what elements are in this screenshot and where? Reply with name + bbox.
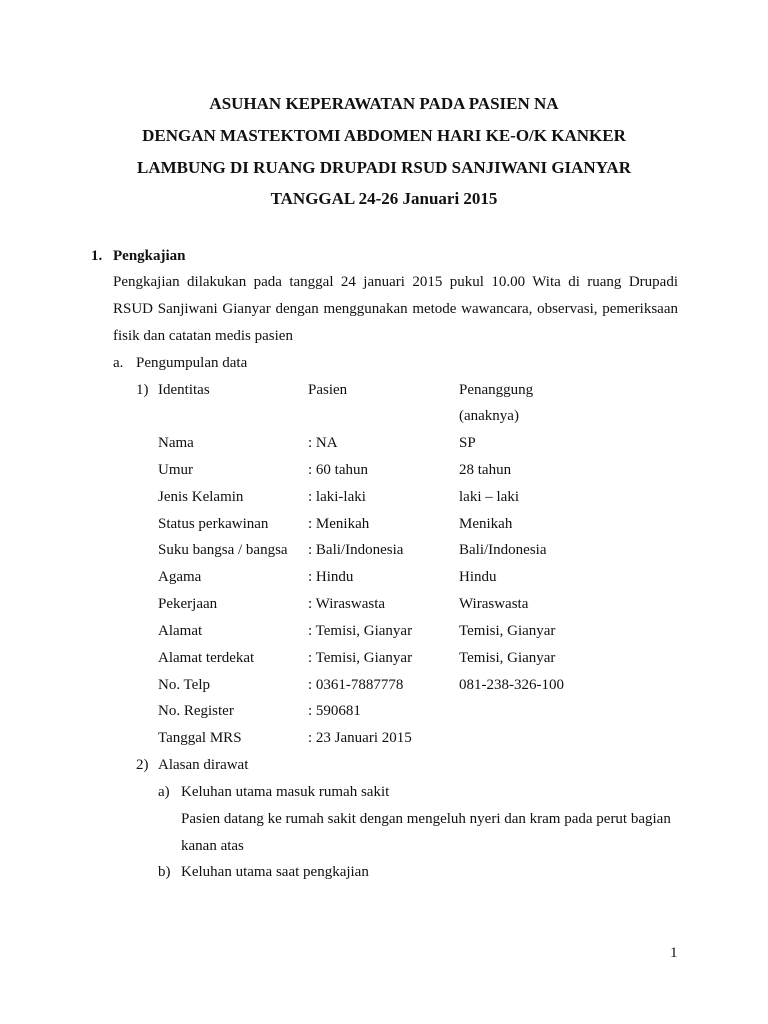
item2a-marker: a) xyxy=(158,784,170,800)
row-label: Alamat terdekat xyxy=(158,650,255,666)
page-number: 1 xyxy=(670,945,678,961)
row-penanggung-value: Temisi, Gianyar xyxy=(459,623,556,639)
identitas-label: Identitas xyxy=(158,382,210,398)
row-label: Alamat xyxy=(158,623,203,639)
row-penanggung-value: 28 tahun xyxy=(459,462,512,478)
row-penanggung-value: Bali/Indonesia xyxy=(459,542,547,558)
row-penanggung-value: laki – laki xyxy=(459,489,519,505)
row-label: Agama xyxy=(158,569,202,585)
row-pasien-value: : Temisi, Gianyar xyxy=(308,623,413,639)
sub-a-marker: a. xyxy=(113,355,124,371)
row-label: Jenis Kelamin xyxy=(158,489,244,505)
row-penanggung-value: Hindu xyxy=(459,569,497,585)
item2b-marker: b) xyxy=(158,864,171,880)
item2a-text-line-1: Pasien datang ke rumah sakit dengan mengeluh nyeri dan kram pada perut bagian xyxy=(181,811,671,827)
item2b-label: Keluhan utama saat pengkajian xyxy=(181,864,369,880)
row-penanggung-value: SP xyxy=(459,435,476,451)
row-label: Umur xyxy=(158,462,193,478)
item2a-text-line-2: kanan atas xyxy=(181,838,244,854)
item2-label: Alasan dirawat xyxy=(158,757,249,773)
row-penanggung-value: Wiraswasta xyxy=(459,596,529,612)
row-pasien-value: : 590681 xyxy=(308,703,361,719)
item1-marker: 1) xyxy=(136,382,149,398)
row-penanggung-value: Temisi, Gianyar xyxy=(459,650,556,666)
row-pasien-value: : Wiraswasta xyxy=(308,596,386,612)
row-pasien-value: : 0361-7887778 xyxy=(308,677,404,693)
row-label: No. Register xyxy=(158,703,234,719)
row-pasien-value: : NA xyxy=(308,435,338,451)
paragraph-line-3: fisik dan catatan medis pasien xyxy=(113,328,293,344)
section-heading: Pengkajian xyxy=(113,248,186,264)
row-label: Tanggal MRS xyxy=(158,730,242,746)
paragraph-line-2: RSUD Sanjiwani Gianyar dengan menggunakan metode wawancara, observasi, pemeriksaan xyxy=(113,301,678,317)
item2a-label: Keluhan utama masuk rumah sakit xyxy=(181,784,390,800)
paragraph-line-1: Pengkajian dilakukan pada tanggal 24 januari 2015 pukul 10.00 Wita di ruang Drupadi xyxy=(113,274,678,290)
row-penanggung-value: 081-238-326-100 xyxy=(459,677,564,693)
row-pasien-value: : Bali/Indonesia xyxy=(308,542,404,558)
title-line-2: DENGAN MASTEKTOMI ABDOMEN HARI KE-O/K KANKER xyxy=(142,126,626,145)
row-pasien-value: : 23 Januari 2015 xyxy=(308,730,412,746)
row-pasien-value: : Menikah xyxy=(308,516,370,532)
row-penanggung-value: Menikah xyxy=(459,516,513,532)
title-line-3: LAMBUNG DI RUANG DRUPADI RSUD SANJIWANI GIANYAR xyxy=(137,158,631,177)
row-pasien-value: : 60 tahun xyxy=(308,462,368,478)
row-label: Nama xyxy=(158,435,194,451)
section-number: 1. xyxy=(91,248,103,264)
column-header-pasien: Pasien xyxy=(308,382,348,398)
column-header-penanggung: Penanggung xyxy=(459,382,534,398)
title-line-1: ASUHAN KEPERAWATAN PADA PASIEN NA xyxy=(209,94,559,113)
row-pasien-value: : Hindu xyxy=(308,569,354,585)
row-pasien-value: : Temisi, Gianyar xyxy=(308,650,413,666)
row-label: No. Telp xyxy=(158,677,211,693)
row-label: Suku bangsa / bangsa xyxy=(158,542,288,558)
title-line-4: TANGGAL 24-26 Januari 2015 xyxy=(270,189,498,208)
sub-a-label: Pengumpulan data xyxy=(136,355,248,371)
row-label: Pekerjaan xyxy=(158,596,218,612)
item2-marker: 2) xyxy=(136,757,149,773)
row-pasien-value: : laki-laki xyxy=(308,489,366,505)
row-label: Status perkawinan xyxy=(158,516,269,532)
column-header-penanggung-sub: (anaknya) xyxy=(459,408,519,424)
